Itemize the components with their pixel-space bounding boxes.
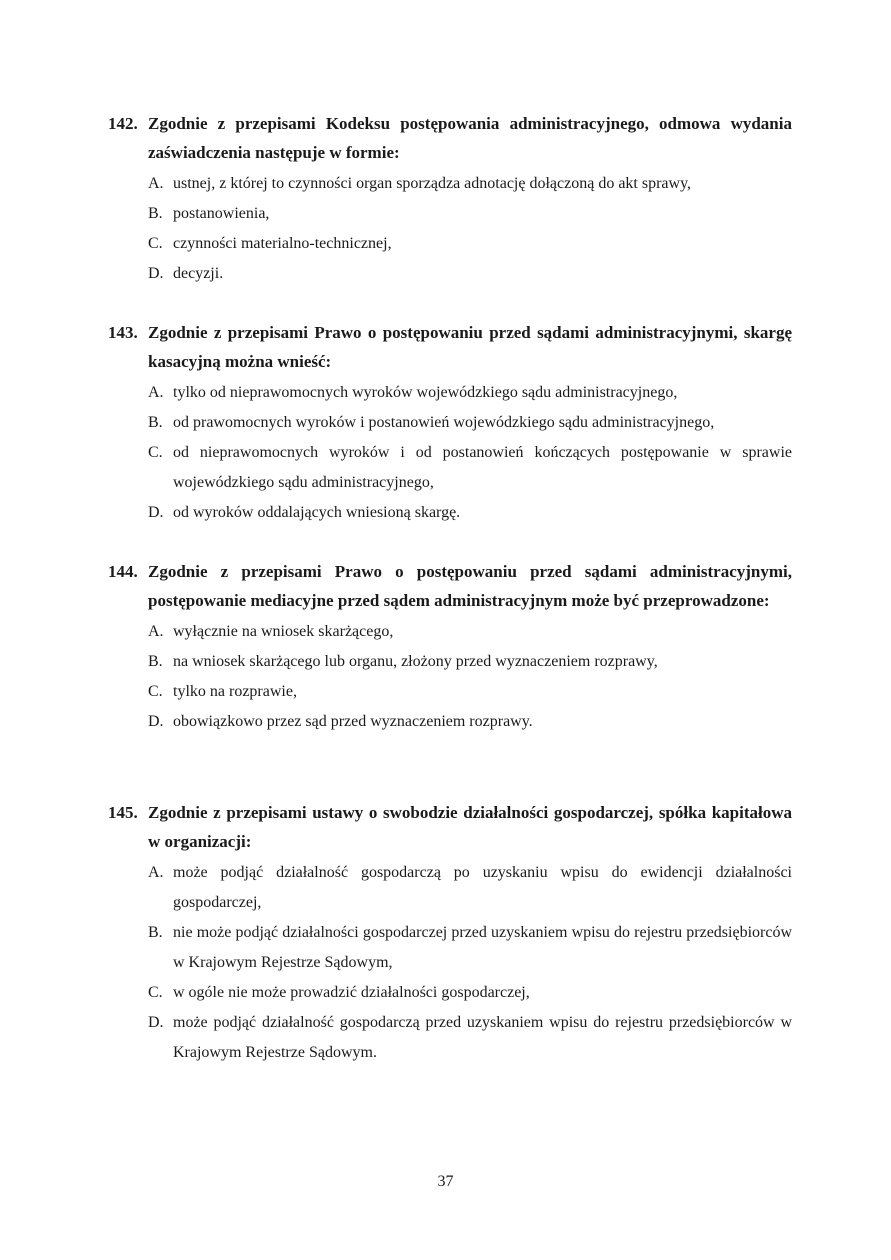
answer-list xyxy=(148,858,792,1068)
answer-text: od nieprawomocnych wyroków i od postanowień kończących postępowanie w sprawie wojewódzkiego sądu administracyjnego, xyxy=(173,444,792,491)
answer-option xyxy=(148,169,792,199)
question-text: Zgodnie z przepisami ustawy o swobodzie działalności gospodarczej, spółka kapitałowa w organizacji: xyxy=(148,803,792,851)
answer-letter: B. xyxy=(148,653,163,670)
question-text: Zgodnie z przepisami Kodeksu postępowania administracyjnego, odmowa wydania zaświadczenia następuje w formie: xyxy=(148,114,792,162)
answer-text: od prawomocnych wyroków i postanowień wojewódzkiego sądu administracyjnego, xyxy=(173,414,715,431)
answer-letter: C. xyxy=(148,683,163,700)
answer-letter: A. xyxy=(148,864,164,881)
answer-text: w ogóle nie może prowadzić działalności gospodarczej, xyxy=(173,984,530,1001)
answer-text: tylko na rozprawie, xyxy=(173,683,297,700)
answer-option xyxy=(148,229,792,259)
answer-letter: C. xyxy=(148,235,163,252)
question-header xyxy=(108,557,792,615)
question-header xyxy=(108,318,792,376)
answer-option xyxy=(148,647,792,677)
answer-letter: D. xyxy=(148,504,164,521)
answer-text: od wyroków oddalających wniesioną skargę. xyxy=(173,504,461,521)
answer-letter: B. xyxy=(148,205,163,222)
question-header xyxy=(108,109,792,167)
answer-letter: C. xyxy=(148,984,163,1001)
question-144 xyxy=(108,557,792,737)
question-header xyxy=(108,798,792,856)
page-number: 37 xyxy=(437,1173,454,1190)
answer-letter: D. xyxy=(148,265,164,282)
answer-letter: A. xyxy=(148,623,164,640)
answer-option xyxy=(148,978,792,1008)
answer-letter: D. xyxy=(148,713,164,730)
answer-text: może podjąć działalność gospodarczą przed uzyskaniem wpisu do rejestru przedsiębiorców w Krajowym Rejestrze Sądowym. xyxy=(173,1014,792,1061)
answer-option xyxy=(148,677,792,707)
answer-letter: A. xyxy=(148,384,164,401)
answer-option xyxy=(148,617,792,647)
question-number: 142. xyxy=(108,114,138,133)
answer-text: wyłącznie na wniosek skarżącego, xyxy=(173,623,394,640)
answer-text: nie może podjąć działalności gospodarczej przed uzyskaniem wpisu do rejestru przedsiębiorców w Krajowym Rejestrze Sądowym, xyxy=(173,924,792,971)
question-143 xyxy=(108,318,792,528)
answer-text: tylko od nieprawomocnych wyroków wojewódzkiego sądu administracyjnego, xyxy=(173,384,678,401)
answer-option xyxy=(148,259,792,289)
answer-text: może podjąć działalność gospodarczą po uzyskaniu wpisu do ewidencji działalności gospodarczej, xyxy=(173,864,792,911)
answer-option xyxy=(148,1008,792,1068)
answer-list xyxy=(148,169,792,289)
answer-text: postanowienia, xyxy=(173,205,270,222)
answer-option xyxy=(148,858,792,918)
answer-letter: B. xyxy=(148,414,163,431)
answer-letter: C. xyxy=(148,444,163,461)
answer-letter: A. xyxy=(148,175,164,192)
answer-list xyxy=(148,378,792,528)
answer-letter: D. xyxy=(148,1014,164,1031)
answer-text: ustnej, z której to czynności organ sporządza adnotację dołączoną do akt sprawy, xyxy=(173,175,692,192)
question-145 xyxy=(108,798,792,1068)
answer-text: decyzji. xyxy=(173,265,224,282)
answer-list xyxy=(148,617,792,737)
answer-option xyxy=(148,438,792,498)
question-number: 143. xyxy=(108,323,138,342)
question-number: 145. xyxy=(108,803,138,822)
answer-option xyxy=(148,378,792,408)
question-142 xyxy=(108,109,792,289)
answer-text: obowiązkowo przez sąd przed wyznaczeniem rozprawy. xyxy=(173,713,533,730)
answer-letter: B. xyxy=(148,924,163,941)
answer-option xyxy=(148,498,792,528)
answer-option xyxy=(148,199,792,229)
question-text: Zgodnie z przepisami Prawo o postępowaniu przed sądami administracyjnymi, skargę kasacyjną można wnieść: xyxy=(148,323,792,371)
answer-text: na wniosek skarżącego lub organu, złożony przed wyznaczeniem rozprawy, xyxy=(173,653,658,670)
answer-option xyxy=(148,707,792,737)
answer-text: czynności materialno-technicznej, xyxy=(173,235,392,252)
answer-option xyxy=(148,918,792,978)
question-number: 144. xyxy=(108,562,138,581)
question-text: Zgodnie z przepisami Prawo o postępowaniu przed sądami administracyjnymi, postępowanie mediacyjne przed sądem administracyjnym może być przeprowadzone: xyxy=(148,562,792,610)
answer-option xyxy=(148,408,792,438)
